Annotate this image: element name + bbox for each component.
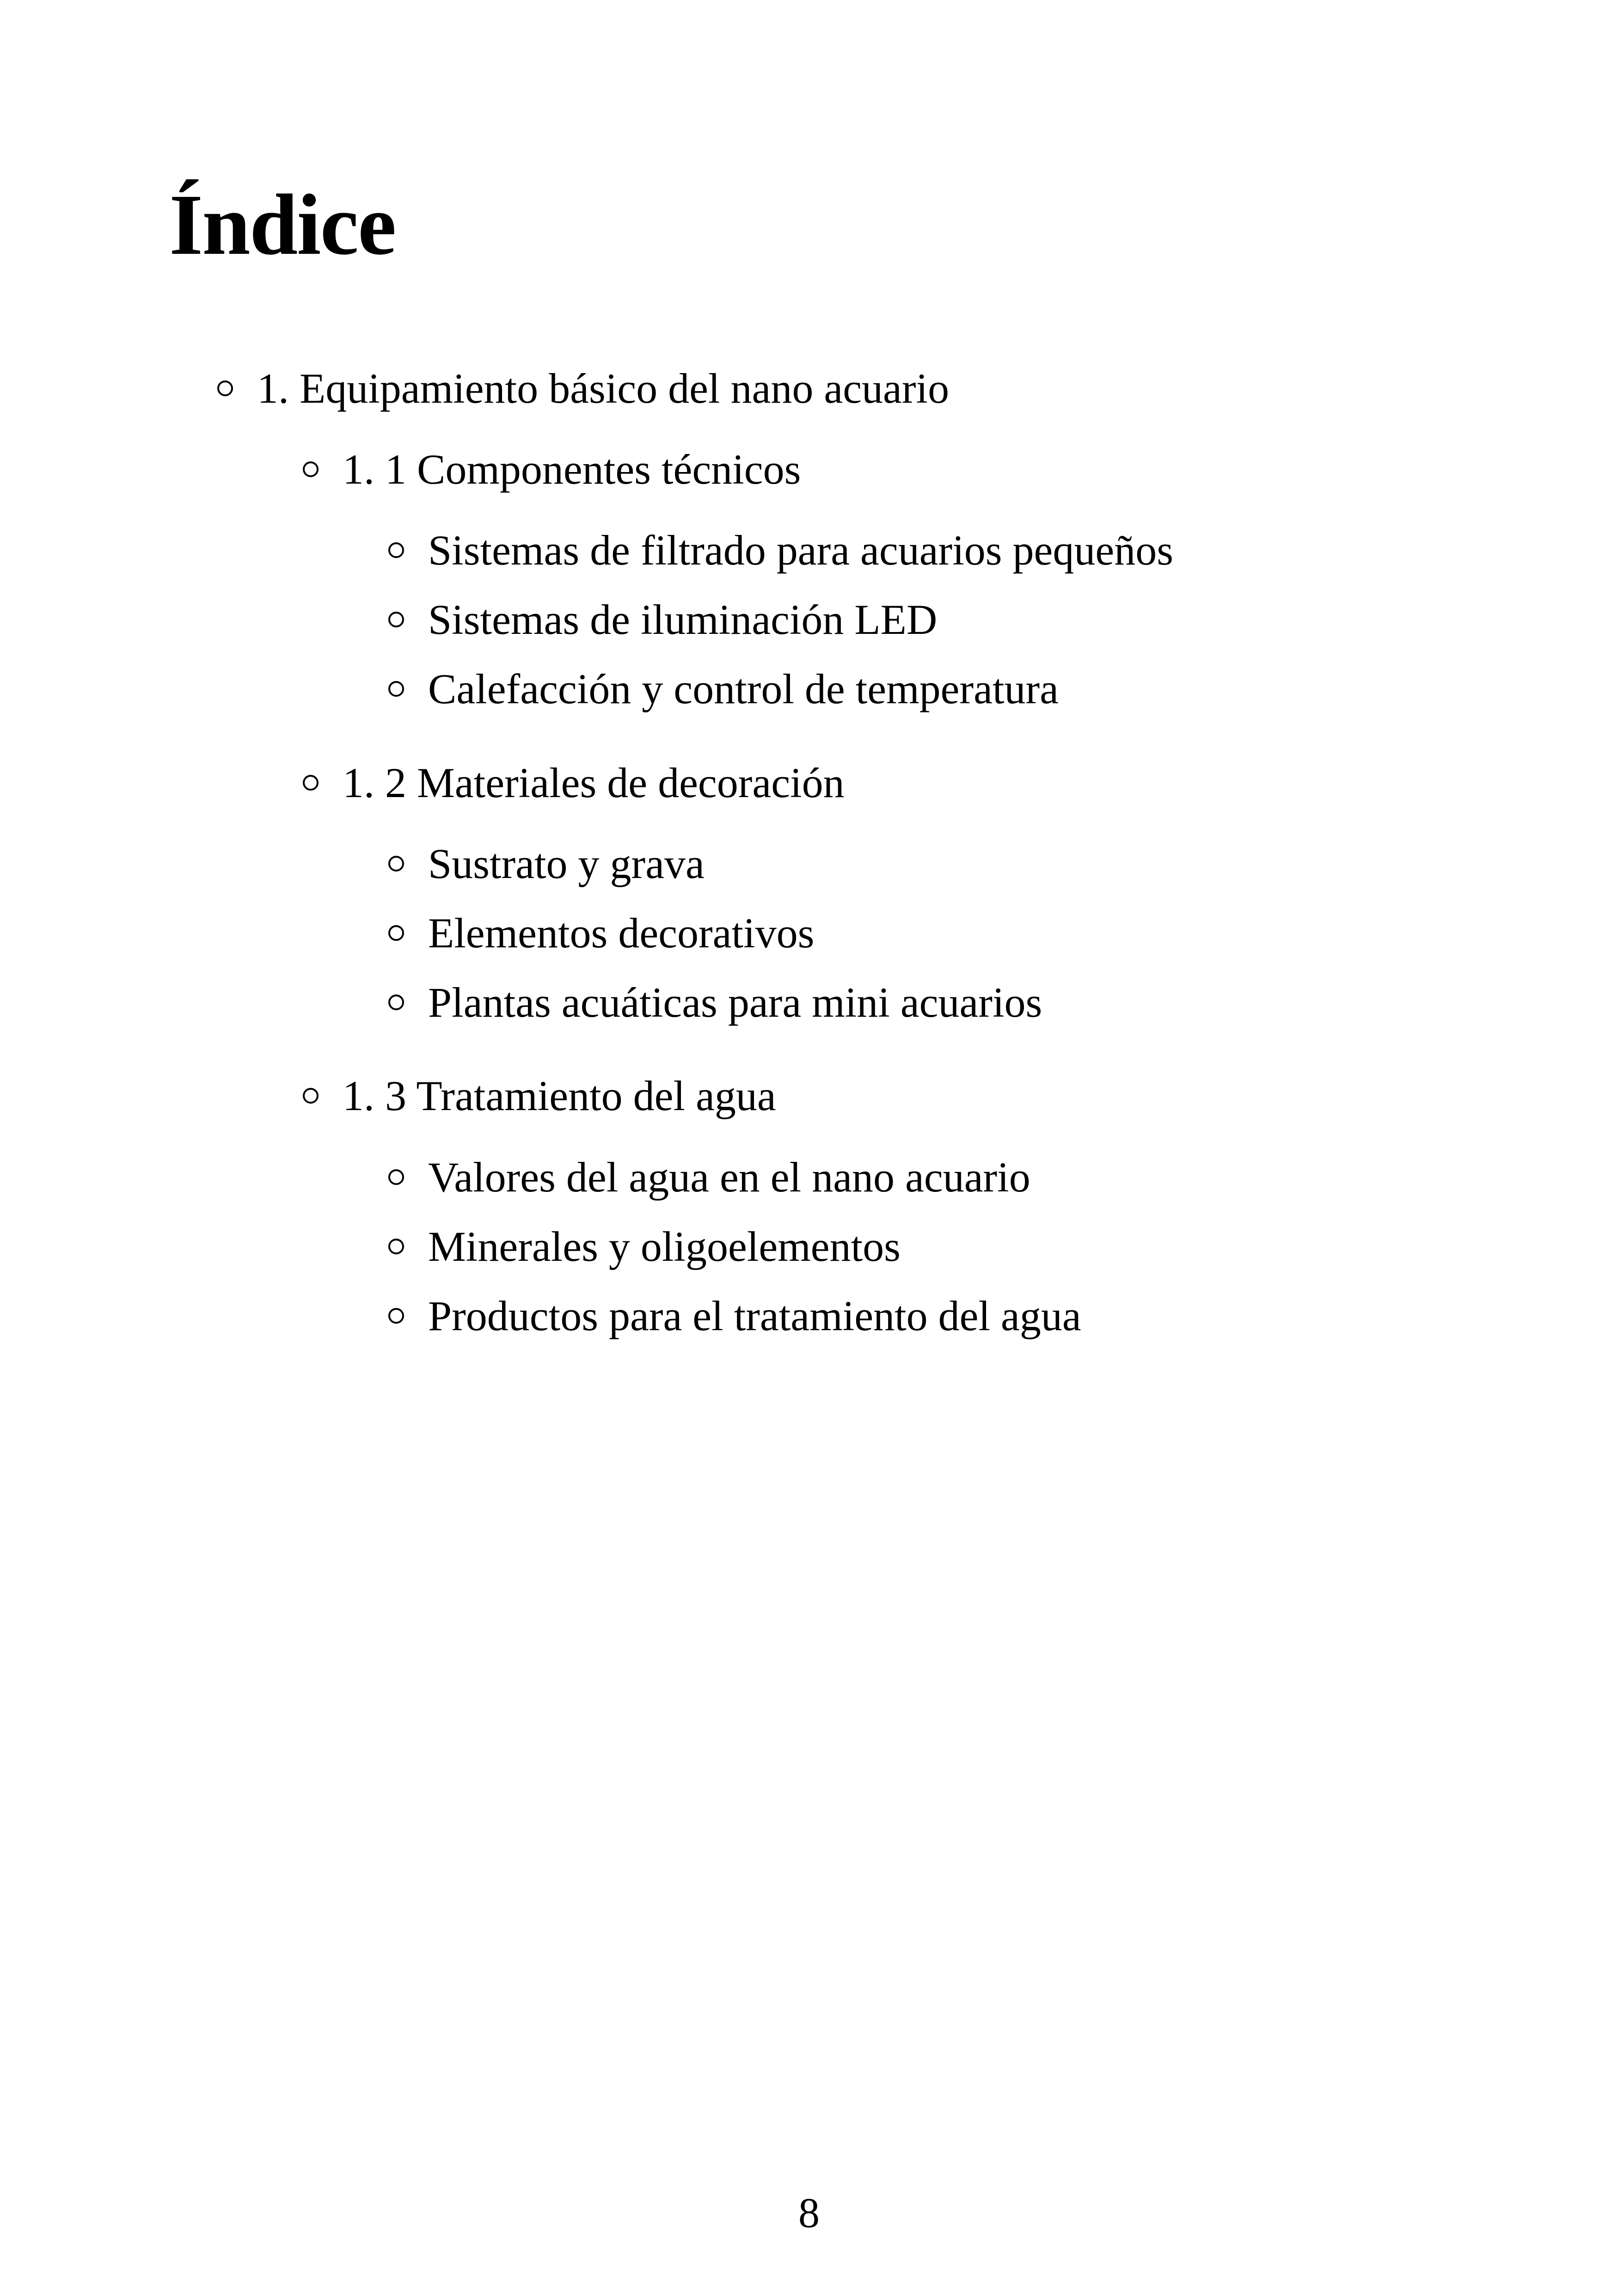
toc-entry-water-values[interactable] — [388, 1154, 1030, 1200]
toc-entry-label: Minerales y oligoelementos — [428, 1223, 901, 1270]
circle-bullet-icon — [388, 995, 404, 1010]
toc-entry-aquatic-plants[interactable] — [388, 979, 1042, 1025]
toc-entry-label: 1. 2 Materiales de decoración — [343, 759, 845, 806]
toc-entry-label: Calefacción y control de temperatura — [428, 665, 1059, 712]
circle-bullet-icon — [388, 925, 404, 941]
toc-entry-label: Sistemas de iluminación LED — [428, 596, 938, 643]
toc-entry-label: Productos para el tratamiento del agua — [428, 1292, 1081, 1339]
toc-entry-minerals[interactable] — [388, 1223, 901, 1270]
circle-bullet-icon — [388, 612, 404, 627]
circle-bullet-icon — [388, 856, 404, 872]
circle-bullet-icon — [388, 681, 404, 697]
circle-bullet-icon — [303, 1088, 319, 1104]
circle-bullet-icon — [217, 381, 233, 396]
toc-entry-label: Elementos decorativos — [428, 909, 815, 957]
toc-entry-label: 1. 1 Componentes técnicos — [343, 446, 801, 493]
toc-entry-section-1-1[interactable] — [303, 446, 801, 492]
toc-entry-section-1-2[interactable] — [303, 760, 845, 806]
circle-bullet-icon — [303, 461, 319, 477]
toc-entry-filtration-systems[interactable] — [388, 527, 1173, 573]
toc-entry-substrate-gravel[interactable] — [388, 841, 705, 887]
toc-entry-decorative-elements[interactable] — [388, 910, 814, 956]
toc-entry-heating-temperature[interactable] — [388, 666, 1059, 712]
page-title: Índice — [169, 176, 396, 273]
toc-entry-section-1-3[interactable] — [303, 1073, 776, 1119]
circle-bullet-icon — [303, 775, 319, 791]
toc-entry-label: 1. Equipamiento básico del nano acuario — [257, 365, 950, 412]
toc-entry-label: Valores del agua en el nano acuario — [428, 1154, 1030, 1201]
toc-entry-label: Sistemas de filtrado para acuarios pequeños — [428, 527, 1174, 574]
toc-entry-label: 1. 3 Tratamiento del agua — [343, 1072, 776, 1119]
toc-entry-water-treatment-products[interactable] — [388, 1293, 1081, 1339]
circle-bullet-icon — [388, 1239, 404, 1254]
toc-entry-label: Plantas acuáticas para mini acuarios — [428, 979, 1042, 1026]
toc-entry-label: Sustrato y grava — [428, 840, 705, 887]
circle-bullet-icon — [388, 542, 404, 558]
toc-entry-section-1[interactable] — [217, 365, 949, 411]
toc-entry-led-lighting[interactable] — [388, 596, 937, 643]
circle-bullet-icon — [388, 1308, 404, 1324]
circle-bullet-icon — [388, 1169, 404, 1185]
page-number-text: 8 — [798, 2189, 820, 2236]
